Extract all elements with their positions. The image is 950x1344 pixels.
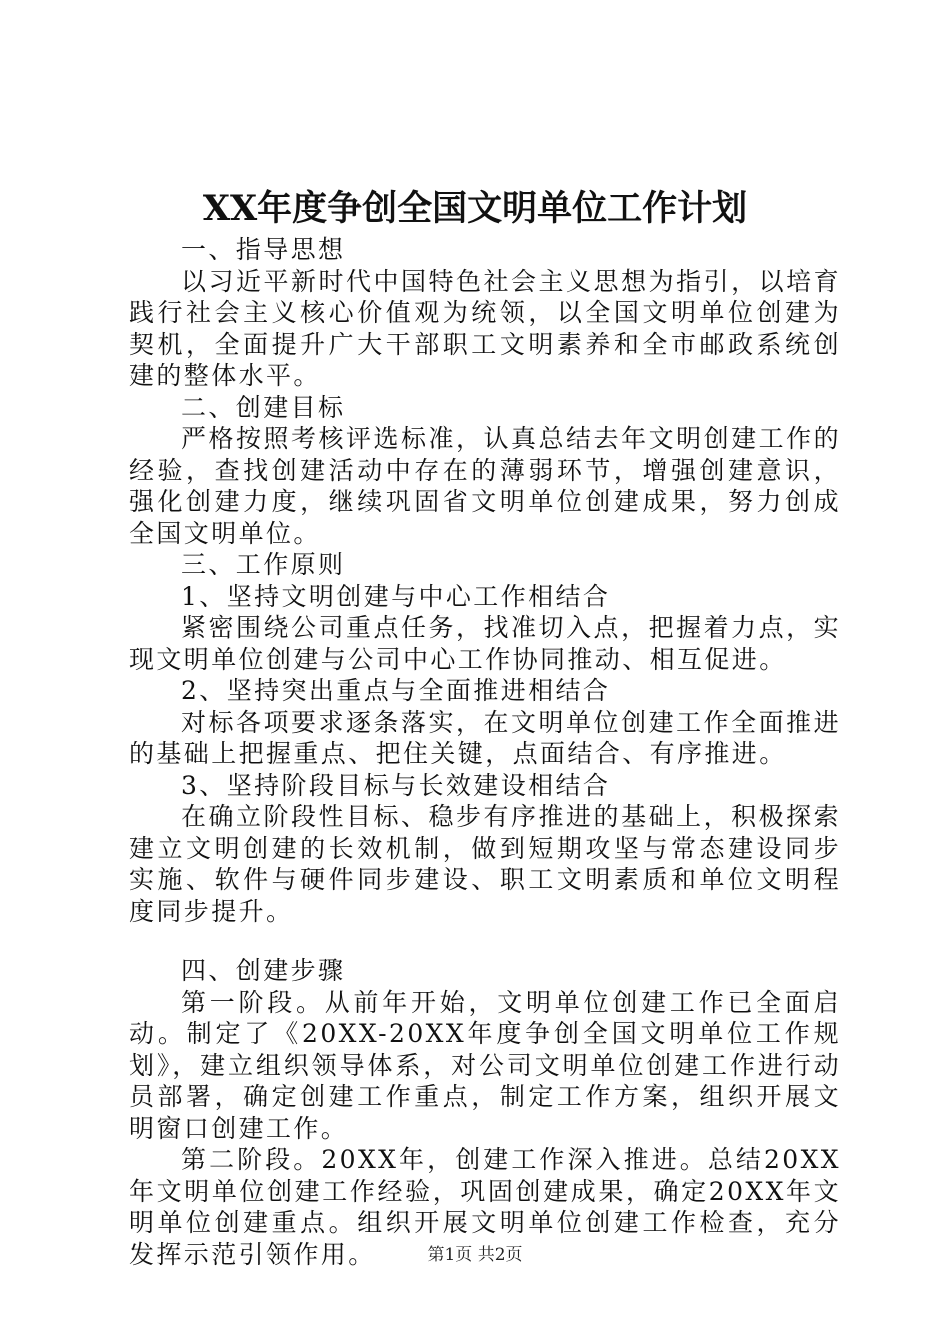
document-body — [129, 234, 841, 1270]
page-footer: 第1页 共2页 — [427, 1245, 523, 1265]
section-heading-steps: 四、创建步骤 — [181, 956, 346, 985]
principle-heading-3: 3、坚持阶段目标与长效建设相结合 — [181, 770, 611, 800]
paragraph-guiding-ideology: 以习近平新时代中国特色社会主义思想为指引，以培育践行社会主义核心价值观为统领，以全国文明单位创建为契机，全面提升广大干部职工文明素养和全市邮政系统创建的整体水平。 — [129, 266, 841, 390]
paragraph-principle-2: 对标各项要求逐条落实，在文明单位创建工作全面推进的基础上把握重点、把住关键，点面结合、有序推进。 — [129, 707, 841, 768]
paragraph-principle-3: 在确立阶段性目标、稳步有序推进的基础上，积极探索建立文明创建的长效机制，做到短期攻坚与常态建设同步实施、软件与硬件同步建设、职工文明素质和单位文明程度同步提升。 — [129, 802, 841, 926]
document-title: XX年度争创全国文明单位工作计划 — [202, 188, 748, 229]
principle-heading-2: 2、坚持突出重点与全面推进相结合 — [181, 676, 611, 705]
principle-heading-1: 1、坚持文明创建与中心工作相结合 — [181, 581, 611, 611]
section-heading-principles: 三、工作原则 — [181, 550, 346, 579]
paragraph-goals: 严格按照考核评选标准，认真总结去年文明创建工作的经验，查找创建活动中存在的薄弱环节，增强创建意识，强化创建力度，继续巩固省文明单位创建成果，努力创成全国文明单位。 — [129, 424, 841, 548]
section-heading-goals: 二、创建目标 — [181, 392, 346, 422]
paragraph-stage-2: 第二阶段。20XX年，创建工作深入推进。总结20XX年文明单位创建工作经验，巩固创建成果，确定20XX年文明单位创建重点。组织开展文明单位创建工作检查，充分发挥示范引领作用。 — [129, 1145, 841, 1269]
section-heading-guiding-ideology: 一、指导思想 — [181, 235, 346, 264]
paragraph-principle-1: 紧密围绕公司重点任务，找准切入点，把握着力点，实现文明单位创建与公司中心工作协同推动、相互促进。 — [129, 613, 841, 674]
paragraph-stage-1: 第一阶段。从前年开始，文明单位创建工作已全面启动。制定了《20XX-20XX年度争创全国文明单位工作规划》，建立组织领导体系，对公司文明单位创建工作进行动员部署，确定创建工作重点，制定工作方案，组织开展文明窗口创建工作。 — [129, 987, 841, 1143]
